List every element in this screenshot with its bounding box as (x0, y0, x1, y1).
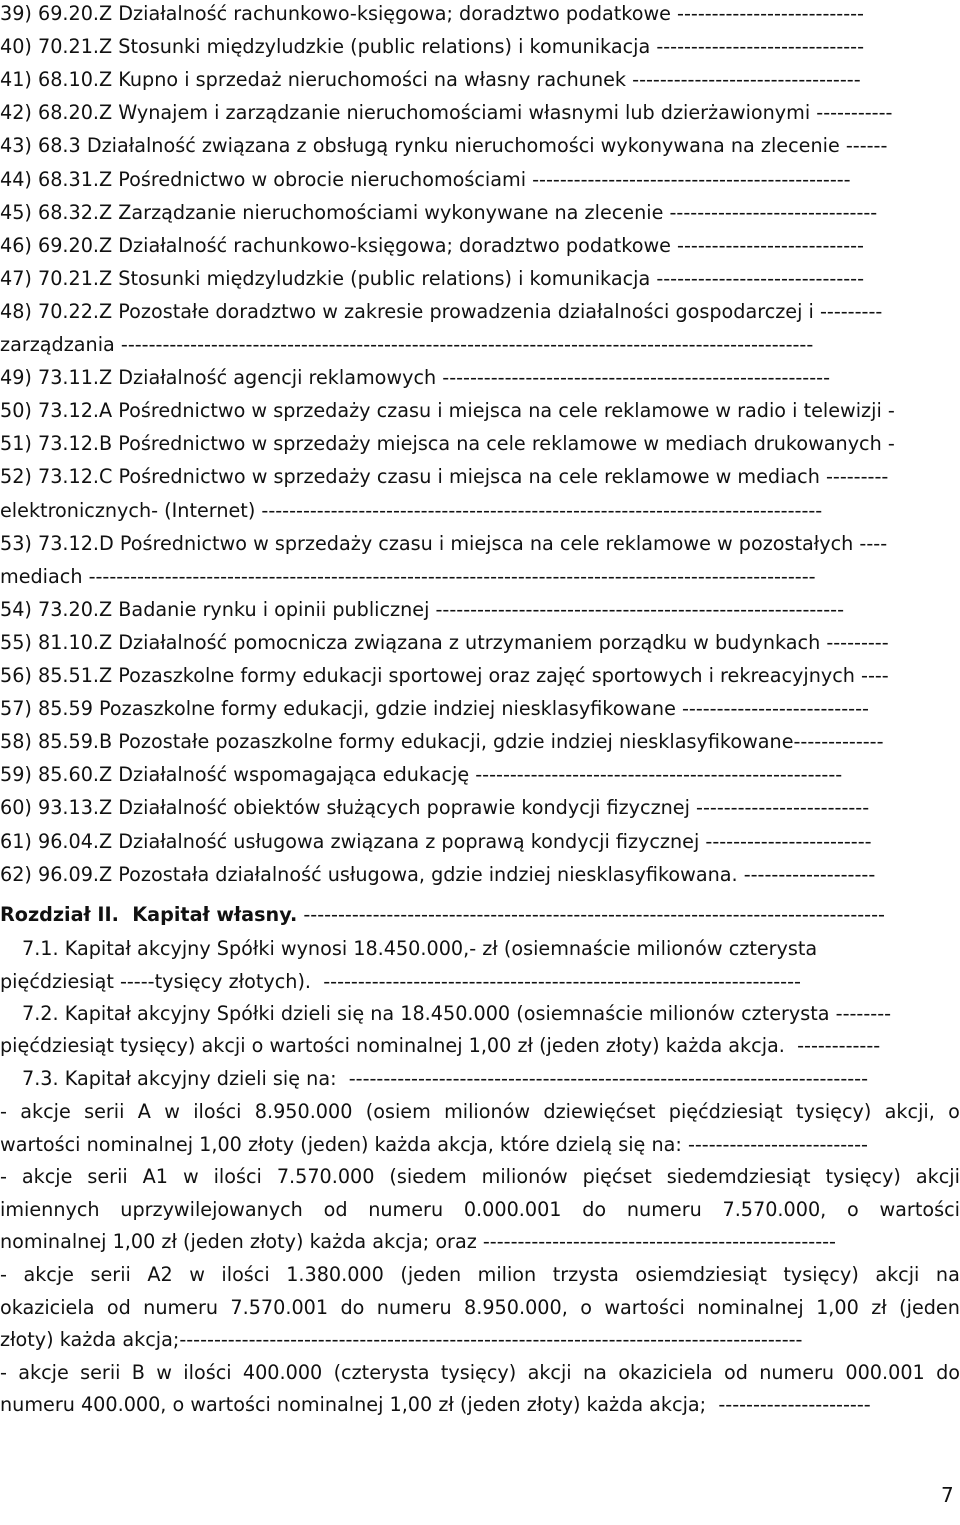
word: numeru (376, 1295, 452, 1319)
word: akcji, (884, 1100, 935, 1123)
word: uprzywilejowanych (120, 1197, 303, 1221)
activity-line: 42) 68.20.Z Wynajem i zarządzanie nieruchomościami własnymi lub dzierżawionymi ----------- (0, 101, 893, 125)
share-series-line (0, 1358, 960, 1388)
word: 1,00 (816, 1295, 859, 1319)
word: tysięcy) (440, 1360, 517, 1384)
activity-line: zarządzania ---------------------------------------------------------------------------------------------------- (0, 333, 814, 356)
word: ilości (221, 1263, 270, 1286)
activity-line: elektronicznych- (Internet) --------------------------------------------------------------------------------- (0, 498, 823, 522)
chapter-heading: Rozdział II. Kapitał własny. (0, 903, 298, 926)
share-series-line: nominalnej 1,00 zł (jeden złoty) każda akcja; oraz --------------------------------------------------- (0, 1230, 836, 1254)
capital-paragraph-7-1-cont: pięćdziesiąt -----tysięcy złotych). --------------------------------------------------------------------- (0, 970, 801, 993)
word: 7.570.001 (230, 1295, 329, 1319)
activity-line: 47) 70.21.Z Stosunki międzyludzkie (public relations) i komunikacja ------------------------------ (0, 266, 865, 290)
word: do (340, 1295, 365, 1319)
page-number: 7 (941, 1483, 954, 1507)
share-series-line: złoty) każda akcja;------------------------------------------------------------------------------------------ (0, 1328, 803, 1352)
activity-line: 57) 85.59 Pozaszkolne formy edukacji, gdzie indziej niesklasyfikowane --------------------------- (0, 697, 869, 721)
share-series-line: numeru 400.000, o wartości nominalnej 1,00 zł (jeden złoty) każda akcja; ---------------------- (0, 1393, 871, 1417)
share-series-line (0, 1162, 960, 1192)
capital-paragraph-7-2: 7.2. Kapitał akcyjny Spółki dzieli się na 18.450.000 (osiemnaście milionów czterysta -------- (22, 1002, 892, 1025)
word: na (582, 1360, 607, 1384)
activity-line: 58) 85.59.B Pozostałe pozaszkolne formy edukacji, gdzie indziej niesklasyfikowane------------- (0, 730, 884, 754)
word: 8.950.000 (254, 1100, 353, 1123)
word: pięćdziesiąt (668, 1100, 783, 1123)
word: numeru (368, 1197, 444, 1221)
word: zł (871, 1295, 887, 1319)
activity-line: 40) 70.21.Z Stosunki międzyludzkie (public relations) i komunikacja ------------------------------ (0, 35, 865, 59)
word: w (156, 1360, 172, 1384)
activity-line: 46) 69.20.Z Działalność rachunkowo-księgowa; doradztwo podatkowe --------------------------- (0, 233, 864, 257)
activity-line: 39) 69.20.Z Działalność rachunkowo-księgowa; doradztwo podatkowe --------------------------- (0, 2, 864, 25)
activity-line: 50) 73.12.A Pośrednictwo w sprzedaży czasu i miejsca na cele reklamowe w radio i telewizji - (0, 399, 895, 423)
word: - (0, 1100, 7, 1123)
capital-paragraph-7-3: 7.3. Kapitał akcyjny dzieli się na: --------------------------------------------------------------------------- (22, 1067, 869, 1090)
word: nominalnej (697, 1295, 804, 1319)
word: ilości (183, 1360, 232, 1384)
word: od (323, 1197, 348, 1221)
chapter-heading-line (0, 900, 960, 930)
activity-line: 41) 68.10.Z Kupno i sprzedaż nieruchomości na własny rachunek --------------------------------- (0, 68, 861, 92)
word: (jeden (400, 1263, 462, 1286)
word: tysięcy) (825, 1165, 901, 1189)
word: milionów (481, 1165, 568, 1189)
word: (jeden (899, 1295, 960, 1319)
word: ilości (213, 1165, 262, 1189)
word: serii (90, 1263, 131, 1286)
activity-line: 45) 68.32.Z Zarządzanie nieruchomościami wykonywane na zlecenie ------------------------------ (0, 200, 878, 224)
word: 400.000 (242, 1360, 323, 1384)
word: ilości (193, 1100, 242, 1123)
activity-line: 44) 68.31.Z Pośrednictwo w obrocie nieruchomościami ---------------------------------------------- (0, 167, 851, 191)
word: numeru (143, 1295, 219, 1319)
word: A2 (147, 1263, 173, 1286)
activity-line: 62) 96.09.Z Pozostała działalność usługowa, gdzie indziej niesklasyfikowana. ------------------- (0, 862, 876, 886)
word: akcje (21, 1165, 73, 1189)
word: w (182, 1165, 199, 1189)
word: tysięcy) (783, 1263, 859, 1286)
word: akcji (875, 1263, 920, 1286)
word: okaziciela (618, 1360, 713, 1384)
word: 7.570.000, (722, 1197, 827, 1221)
word: - (0, 1263, 7, 1286)
activity-line: 55) 81.10.Z Działalność pomocnicza związana z utrzymaniem porządku w budynkach --------- (0, 630, 889, 654)
share-series-line (0, 1195, 960, 1225)
word: 000.001 (845, 1360, 925, 1384)
word: numeru (759, 1360, 835, 1384)
word: A1 (142, 1165, 169, 1189)
activity-line: 59) 85.60.Z Działalność wspomagająca edukację ----------------------------------------------------- (0, 763, 843, 787)
word: do (582, 1197, 607, 1221)
activity-line: 54) 73.20.Z Badanie rynku i opinii publicznej ----------------------------------------------------------- (0, 597, 845, 621)
word: serii (87, 1165, 128, 1189)
word: okaziciela (0, 1295, 95, 1319)
word: serii (84, 1100, 125, 1123)
word: akcje (23, 1263, 74, 1286)
chapter-heading-dashes: ------------------------------------------------------------------------------------ (297, 903, 885, 926)
word: akcje (18, 1360, 69, 1384)
word: 1.380.000 (286, 1263, 384, 1286)
activity-line: 52) 73.12.C Pośrednictwo w sprzedaży czasu i miejsca na cele reklamowe w mediach --------- (0, 465, 889, 489)
word: do (936, 1360, 960, 1384)
activity-line: 43) 68.3 Działalność związana z obsługą rynku nieruchomości wykonywana na zlecenie ------ (0, 134, 888, 158)
activity-line: 56) 85.51.Z Pozaszkolne formy edukacji sportowej oraz zajęć sportowych i rekreacyjnych ---- (0, 664, 889, 687)
word: numeru (626, 1197, 702, 1221)
word: milionów (444, 1100, 531, 1123)
share-series-line (0, 1097, 960, 1127)
word: w (189, 1263, 205, 1286)
word: akcje (20, 1100, 71, 1123)
word: (czterysta (333, 1360, 430, 1384)
word: imiennych (0, 1197, 100, 1221)
word: dziewięćset (543, 1100, 656, 1123)
share-series-line (0, 1293, 960, 1323)
activity-line: 60) 93.13.Z Działalność obiektów służących poprawie kondycji fizycznej ------------------------- (0, 796, 870, 820)
activity-line: mediach --------------------------------------------------------------------------------------------------------- (0, 564, 816, 588)
word: o (948, 1100, 960, 1123)
word: B (131, 1360, 145, 1384)
word: tysięcy) (795, 1100, 872, 1123)
activity-line: 49) 73.11.Z Działalność agencji reklamowych -------------------------------------------------------- (0, 366, 830, 390)
share-series-line: wartości nominalnej 1,00 złoty (jeden) każda akcja, które dzielą się na: -------------------------- (0, 1132, 868, 1156)
word: od (723, 1360, 748, 1384)
word: serii (80, 1360, 121, 1384)
word: 7.570.000 (276, 1165, 375, 1189)
capital-paragraph-7-1: 7.1. Kapitał akcyjny Spółki wynosi 18.450.000,- zł (osiemnaście milionów czterysta (22, 937, 818, 960)
word: o (847, 1197, 859, 1221)
word: - (0, 1360, 7, 1384)
word: osiemdziesiąt (635, 1263, 767, 1286)
activity-line: 61) 96.04.Z Działalność usługowa związana z poprawą kondycji fizycznej ------------------------ (0, 829, 872, 853)
word: od (106, 1295, 131, 1319)
word: trzysta (552, 1263, 619, 1286)
word: (siedem (389, 1165, 467, 1189)
activity-line: 48) 70.22.Z Pozostałe doradztwo w zakresie prowadzenia działalności gospodarczej i --------- (0, 299, 883, 323)
word: wartości (604, 1295, 685, 1319)
share-series-line (0, 1260, 960, 1290)
word: (osiem (365, 1100, 431, 1123)
word: 0.000.001 (463, 1197, 562, 1221)
word: 8.950.000, (464, 1295, 568, 1319)
word: wartości (879, 1197, 960, 1221)
word: na (935, 1263, 960, 1286)
word: o (580, 1295, 592, 1319)
word: milion (477, 1263, 537, 1286)
activity-line: 51) 73.12.B Pośrednictwo w sprzedaży miejsca na cele reklamowe w mediach drukowanych - (0, 432, 895, 456)
word: akcji (915, 1165, 960, 1189)
word: akcji (527, 1360, 572, 1384)
activity-line: 53) 73.12.D Pośrednictwo w sprzedaży czasu i miejsca na cele reklamowe w pozostałych ---- (0, 531, 888, 555)
word: w (164, 1100, 180, 1123)
word: - (0, 1165, 7, 1189)
word: siedemdziesiąt (666, 1165, 811, 1189)
word: A (137, 1100, 151, 1123)
word: pięćset (582, 1165, 652, 1189)
capital-paragraph-7-2-cont: pięćdziesiąt tysięcy) akcji o wartości nominalnej 1,00 zł (jeden złoty) każda akcja. ------------ (0, 1034, 881, 1057)
